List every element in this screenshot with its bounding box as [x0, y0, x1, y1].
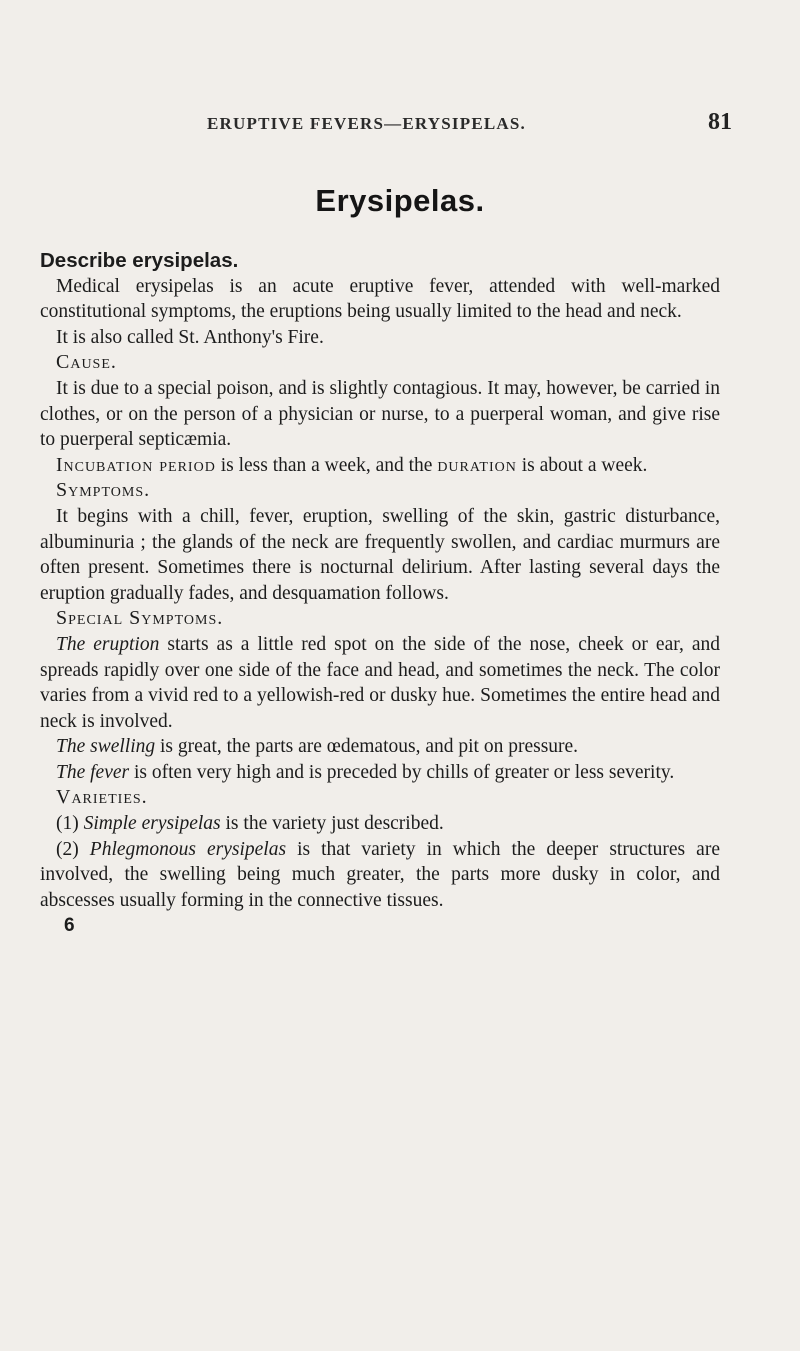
duration-text: is about a week.: [516, 454, 648, 476]
variety-simple-text: is the variety just described.: [220, 813, 444, 835]
article-title: Erysipelas.: [315, 183, 485, 218]
fever-label: The fever: [56, 761, 130, 783]
eruption-text: starts as a little red spot on the side of the nose, cheek or ear, and spreads rapidly over one side of the face and head, and sometimes the neck. The color varies from a vivid red to a yellowish-red or dusky hue. Sometimes the entire head and neck is involved.: [40, 633, 720, 732]
special-symptoms-heading: Special Symptoms.: [56, 607, 224, 630]
variety-simple-label: Simple erysipelas: [83, 813, 221, 835]
symptoms-heading: Symptoms.: [56, 479, 151, 502]
duration-label: duration: [437, 454, 517, 476]
incubation-text: is less than a week, and the: [215, 454, 438, 476]
alias-paragraph: It is also called St. Anthony's Fire.: [56, 326, 324, 348]
variety-phlegmonous-label: Phlegmonous erysipelas: [89, 838, 287, 860]
variety-phlegmonous-text: is that variety in which the deeper structures are involved, the swelling being much greater, the parts more dusky in color, and abscesses usually forming in the connective tissues.: [40, 838, 720, 911]
fever-paragraph: [40, 760, 720, 786]
cause-paragraph: It is due to a special poison, and is slightly contagious. It may, however, be carried in clothes, or on the person of a physician or nurse, to a puerperal woman, and give rise to puerperal septicæmia.: [40, 377, 720, 451]
variety-phlegmonous-number: (2): [56, 838, 90, 860]
running-head: [0, 109, 800, 144]
swelling-text: is great, the parts are œdematous, and pit on pressure.: [155, 736, 579, 758]
signature-mark: 6: [64, 915, 75, 937]
running-title: ERUPTIVE FEVERS—ERYSIPELAS.: [207, 114, 526, 133]
swelling-paragraph: [40, 734, 720, 760]
symptoms-paragraph: It begins with a chill, fever, eruption, swelling of the skin, gastric disturbance, albuminuria ; the glands of the neck are frequently swollen, and cardiac murmurs are often present. Sometimes there is nocturnal delirium. After lasting several days the eruption gradually fades, and desquamation follows.: [40, 505, 720, 604]
variety-simple-number: (1): [56, 813, 84, 835]
cause-heading: Cause.: [56, 351, 117, 374]
article-body: [40, 248, 720, 939]
page-number: 81: [708, 109, 732, 135]
incubation-label: Incubation period: [56, 454, 216, 476]
eruption-paragraph: [40, 632, 720, 734]
incubation-paragraph: [40, 453, 720, 479]
swelling-label: The swelling: [56, 736, 156, 758]
eruption-label: The eruption: [56, 633, 160, 655]
definition-paragraph: Medical erysipelas is an acute eruptive fever, attended with well-marked constitutional symptoms, the eruptions being usually limited to the head and neck.: [40, 275, 720, 323]
fever-text: is often very high and is preceded by chills of greater or less severity.: [129, 761, 675, 783]
question-heading: Describe erysipelas.: [40, 249, 239, 272]
varieties-heading: Varieties.: [56, 786, 148, 809]
variety-phlegmonous: [40, 837, 720, 914]
variety-simple: [40, 811, 720, 837]
